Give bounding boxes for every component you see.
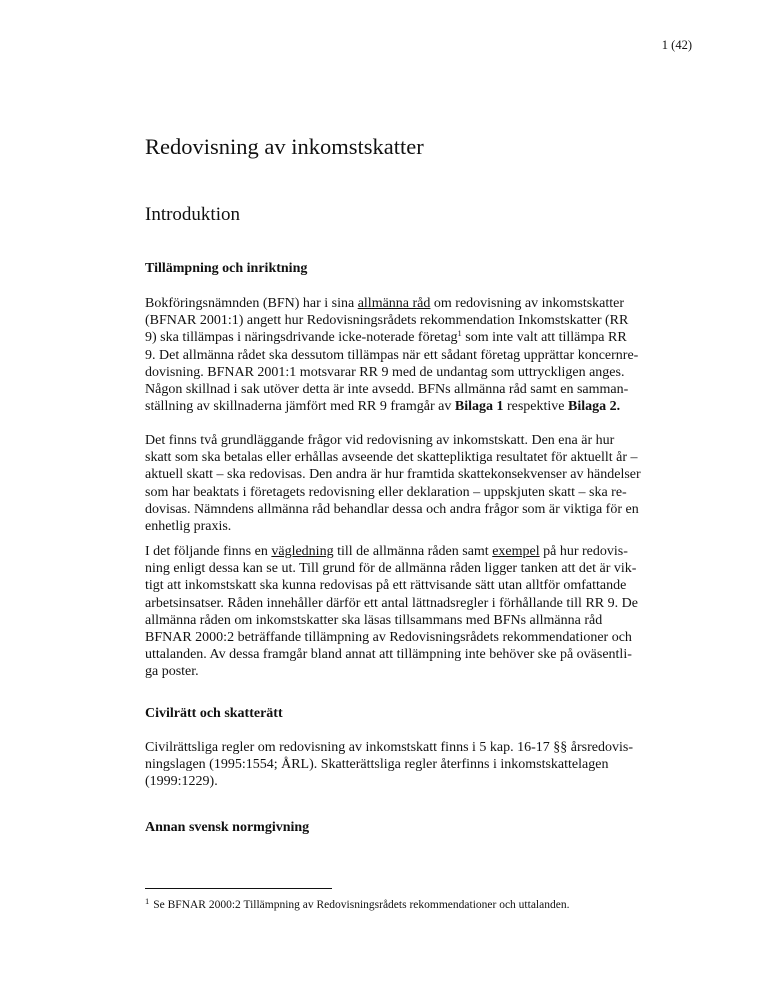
- bilaga-1-link[interactable]: Bilaga 1: [454, 399, 504, 415]
- footnote: [145, 896, 570, 911]
- subheading-civilratt: Civilrätt och skatterätt: [145, 706, 283, 721]
- paragraph-intro: Bokföringsnämnden (BFN) har i sina allmänna råd om redovisning av inkomstskatter (BFNAR 2001:1) angett hur Redovisningsrådets rekommendation Inkomstskatter (RR 9) ska tillämpas i näringsdrivande icke-noterade företag$^1$ som inte valt att tillämpa RR 9. Det allmänna rådet ska dessutom tillämpas när ett sådant företag upprättar koncernre- dovisning. BFNAR 2001:1 motsvarar RR 9 med de undantag som uttryckligen anges. Någon skillnad i sak utöver detta är inte avsedd. BFNs allmänna råd samt en samman- ställning av skillnaderna jämfört med RR 9 framgår av Bilaga 1 respektive Bilaga 2.: [145, 296, 639, 415]
- footnote-marker[interactable]: 1: [457, 328, 462, 339]
- bilaga-2-link[interactable]: Bilaga 2.: [568, 399, 621, 415]
- subheading-tillampning: Tillämpning och inriktning: [145, 261, 308, 276]
- exempel-link[interactable]: exempel: [492, 544, 540, 559]
- paragraph-grundfragor: Det finns två grundläggande frågor vid redovisning av inkomstskatt. Den ena är hur skatt som ska betalas eller erhållas avseende det skattepliktiga resultatet för aktuellt år – aktuell skatt – ska redovisas. Den andra är hur framtida skattekonsekvenser av händelser som har beaktats i företagets redovisning eller deklaration – uppskjuten skatt – ska re- dovisas. Nämndens allmänna råd behandlar dessa och andra frågor som är viktiga för en enhetlig praxis.: [145, 433, 641, 535]
- footnote-number: 1: [145, 896, 150, 906]
- footnote-text: Se BFNAR 2000:2 Tillämpning av Redovisningsrådets rekommendationer och uttalanden.: [153, 899, 570, 911]
- document-title: Redovisning av inkomstskatter: [145, 134, 424, 159]
- footnote-divider: [145, 888, 332, 889]
- page-number: 1 (42): [661, 38, 692, 52]
- paragraph-vagledning: I det följande finns en vägledning till de allmänna råden samt exempel på hur redovis- ning enligt dessa kan se ut. Till grund för de allmänna råden ligger tanken att det är vik- tigt att inkomstskatt ska kunna redovisas på ett rättvisande sätt utan alltför omfattande arbetsinsatser. Råden innehåller därför ett antal lättnadsregler i förhållande till RR 9. De allmänna råden om inkomstskatter ska läsas tillsammans med BFNs allmänna råd BFNAR 2000:2 beträffande tillämpning av Redovisningsrådets rekommendationer och uttalanden. Av dessa framgår bland annat att tillämpning inte behöver ske på oväsentli- ga poster.: [145, 544, 638, 680]
- paragraph-civilratt: Civilrättsliga regler om redovisning av inkomstskatt finns i 5 kap. 16-17 §§ årsredovis- ningslagen (1995:1554; ÅRL). Skatterättsliga regler återfinns i inkomstskattelagen (1999:1229).: [145, 740, 633, 790]
- vagledning-link[interactable]: vägledning: [271, 544, 334, 559]
- section-heading-introduktion: Introduktion: [145, 204, 240, 225]
- allmanna-rad-link[interactable]: allmänna råd: [357, 296, 431, 311]
- subheading-annan-normgivning: Annan svensk normgivning: [145, 820, 310, 835]
